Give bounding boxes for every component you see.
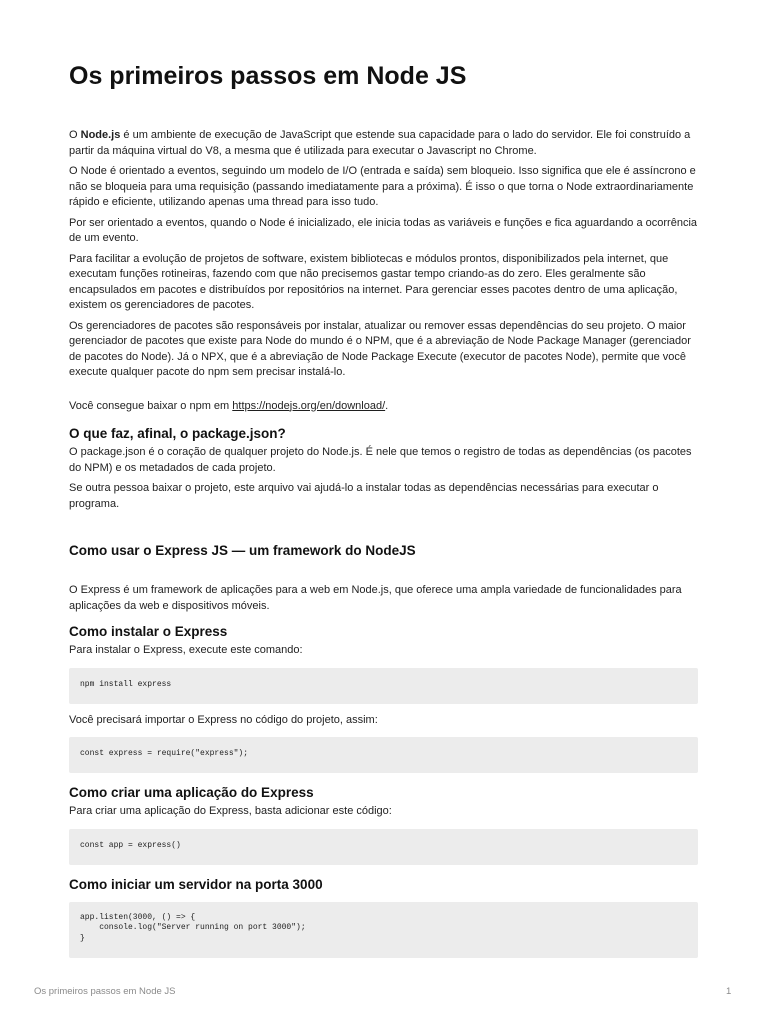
install-express-text: Para instalar o Express, execute este comando: — [69, 644, 303, 656]
document-page — [69, 58, 699, 958]
install-express-heading: Como instalar o Express — [69, 624, 228, 639]
intro-paragraph-2: O Node é orientado a eventos, seguindo um modelo de I/O (entrada e saída) sem bloqueio. Isso significa que ele é assíncrono e não se bloqueia para uma requisição (passando imediatamente para a próxima). É isso o que torna o Node extraordinariamente rápido e eficiente, utilizando apenas uma thread para isso tudo. — [69, 165, 696, 208]
create-app-code-block: const app = express() — [69, 829, 698, 865]
intro-paragraph-4: Para facilitar a evolução de projetos de software, existem bibliotecas e módulos prontos, disponibilizados pela internet, que executam funções rotineiras, fazendo com que não precisemos gastar tempo criando-as do zero. Eles geralmente são encapsulados em pacotes e distribuídos por repositórios na internet. Para gerenciar esses pacotes dentro de uma aplicação, existem os gerenciadores de pacotes. — [69, 252, 678, 311]
intro-p1-start: O — [69, 129, 81, 141]
package-json-heading: O que faz, afinal, o package.json? — [69, 426, 286, 441]
create-app-text: Para criar uma aplicação do Express, basta adicionar este código: — [69, 805, 392, 817]
page-number: 1 — [726, 986, 732, 997]
package-json-paragraph-2: Se outra pessoa baixar o projeto, este arquivo vai ajudá-lo a instalar todas as dependências necessárias para executar o programa. — [69, 482, 659, 510]
express-paragraph: O Express é um framework de aplicações para a web em Node.js, que oferece uma ampla variedade de funcionalidades para aplicações da web e dispositivos móveis. — [69, 584, 682, 612]
download-text: Você consegue baixar o npm em — [69, 399, 233, 412]
start-server-code-block: app.listen(3000, () => { console.log("Server running on port 3000"); } — [69, 902, 698, 958]
page-title: Os primeiros passos em Node JS — [69, 62, 467, 90]
express-heading: Como usar o Express JS — um framework do NodeJS — [69, 543, 416, 558]
create-app-heading: Como criar uma aplicação do Express — [69, 785, 314, 800]
footer-title: Os primeiros passos em Node JS — [34, 986, 176, 997]
import-express-text: Você precisará importar o Express no código do projeto, assim: — [69, 713, 378, 726]
start-server-heading: Como iniciar um servidor na porta 3000 — [69, 876, 323, 892]
download-paragraph — [69, 399, 699, 415]
nodejs-term: Node.js — [80, 129, 121, 141]
intro-paragraph-1 — [69, 128, 699, 159]
import-code-block: const express = require("express"); — [69, 737, 698, 773]
nodejs-download-link[interactable]: https://nodejs.org/en/download/ — [232, 399, 386, 412]
intro-paragraph-3: Por ser orientado a eventos, quando o Node é inicializado, ele inicia todas as variáveis e funções e fica aguardando a ocorrência de um evento. — [69, 216, 698, 244]
install-code-block: npm install express — [69, 668, 698, 704]
intro-paragraph-5: Os gerenciadores de pacotes são responsáveis por instalar, atualizar ou remover essas dependências do seu projeto. O maior gerenciador de pacotes que existe para Node do mundo é o NPM, que é a abreviação de Node Package Manager (gerenciador de pacotes do Node). Já o NPX, que é a abreviação de Node Package Execute (executor de pacotes Node), permite que você execute qualquer pacote do npm sem precisar instalá-lo. — [69, 319, 691, 378]
package-json-paragraph-1: O package.json é o coração de qualquer projeto do Node.js. É nele que temos o registro de todas as dependências (os pacotes do NPM) e os metadados de cada projeto. — [69, 446, 692, 474]
download-end: . — [385, 399, 389, 412]
intro-p1-end: é um ambiente de execução de JavaScript que estende sua capacidade para o lado do servidor. Ele foi construído a partir da máquina virtual do V8, a mesma que é utilizada para executar o Javascript no Chrome. — [69, 129, 691, 157]
